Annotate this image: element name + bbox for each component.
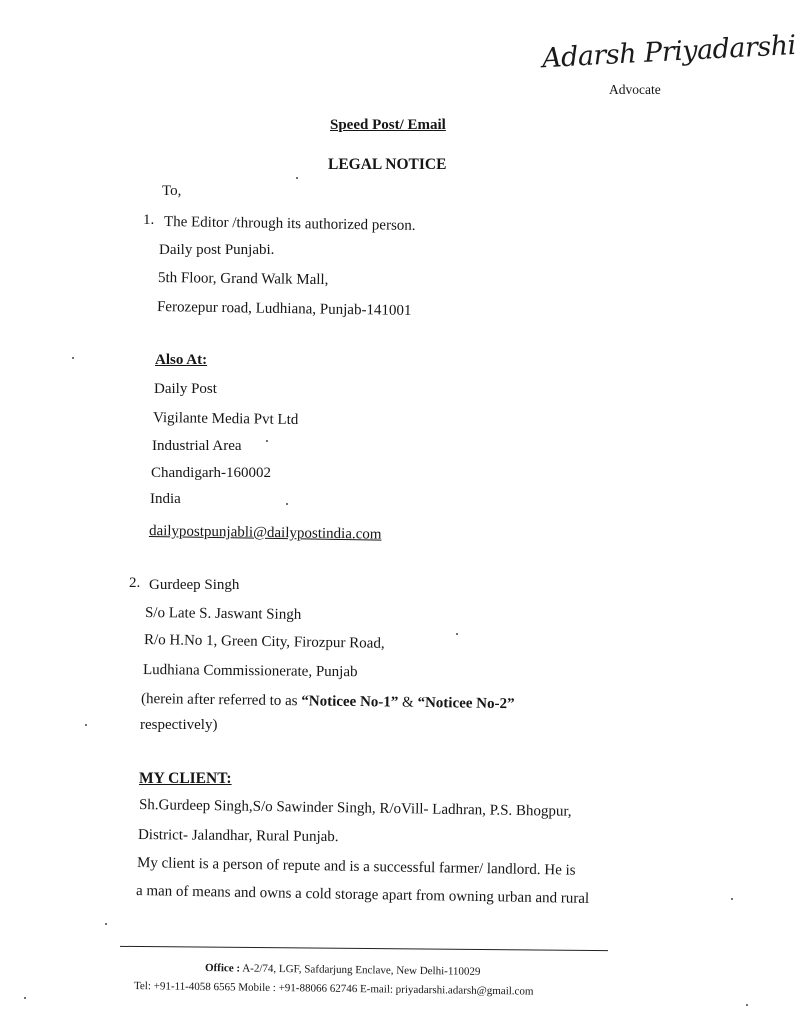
noticee-2-label: “Noticee No-2” <box>417 694 515 713</box>
footer-contact-line: Tel: +91-11-4058 6565 Mobile : +91-88066 62746 E-mail: priyadarshi.adarsh@gmail.com <box>133 980 534 998</box>
footer-divider <box>120 946 608 951</box>
delivery-mode-heading: Speed Post/ Email <box>330 117 446 133</box>
scan-speck <box>24 997 26 999</box>
also-at-email-link[interactable]: dailypostpunjabli@dailypostindia.com <box>148 523 382 543</box>
scan-speck <box>72 357 74 359</box>
scan-speck <box>456 633 458 635</box>
scan-speck <box>266 440 268 442</box>
noticee-1-line: The Editor /through its authorized person. <box>163 214 416 234</box>
referral-respectively: respectively) <box>140 717 218 733</box>
footer-office-address <box>205 962 481 978</box>
client-paragraph-line: a man of means and owns a cold storage apart from owning urban and rural <box>135 883 590 907</box>
client-paragraph-line: My client is a person of repute and is a successful farmer/ landlord. He is <box>136 855 576 879</box>
my-client-label: MY CLIENT: <box>139 770 232 787</box>
noticee-2-line: Ludhiana Commissionerate, Punjab <box>142 662 358 681</box>
also-at-line: Industrial Area <box>152 438 242 454</box>
noticee-referral-line <box>141 691 515 713</box>
noticee-2-number: 2. <box>129 575 141 591</box>
noticee-1-number: 1. <box>143 212 155 228</box>
advocate-signature: Adarsh Priyadarshi <box>541 29 796 75</box>
client-paragraph-line: Sh.Gurdeep Singh,S/o Sawinder Singh, R/oVill- Ladhran, P.S. Bhogpur, <box>138 797 572 820</box>
scan-speck <box>731 898 733 900</box>
also-at-line: Chandigarh-160002 <box>151 465 271 481</box>
scan-speck <box>286 503 288 505</box>
also-at-label: Also At: <box>155 352 208 368</box>
noticee-1-line: Ferozepur road, Ludhiana, Punjab-141001 <box>156 299 412 319</box>
scan-speck <box>105 923 107 925</box>
scan-speck <box>296 177 298 179</box>
office-label: Office : <box>204 962 241 975</box>
document-title: LEGAL NOTICE <box>328 156 447 173</box>
noticee-2-line: R/o H.No 1, Green City, Firozpur Road, <box>143 632 385 652</box>
client-paragraph-line: District- Jalandhar, Rural Punjab. <box>137 827 339 846</box>
noticee-1-label: “Noticee No-1” <box>301 693 399 711</box>
noticee-1-line: 5th Floor, Grand Walk Mall, <box>157 270 329 289</box>
noticee-1-line: Daily post Punjabi. <box>159 242 275 258</box>
referral-prefix: (herein after referred to as <box>140 691 302 710</box>
salutation: To, <box>162 183 182 199</box>
noticee-2-line: Gurdeep Singh <box>149 577 240 593</box>
noticee-2-line: S/o Late S. Jaswant Singh <box>144 605 302 623</box>
also-at-line: Daily Post <box>154 381 217 397</box>
ampersand: & <box>398 694 418 711</box>
scan-speck <box>746 1004 748 1006</box>
also-at-line: Vigilante Media Pvt Ltd <box>152 410 299 429</box>
office-address: A-2/74, LGF, Safdarjung Enclave, New Delhi-110029 <box>240 962 481 978</box>
advocate-designation: Advocate <box>609 82 661 97</box>
also-at-line: India <box>150 491 181 507</box>
scan-speck <box>85 724 87 726</box>
